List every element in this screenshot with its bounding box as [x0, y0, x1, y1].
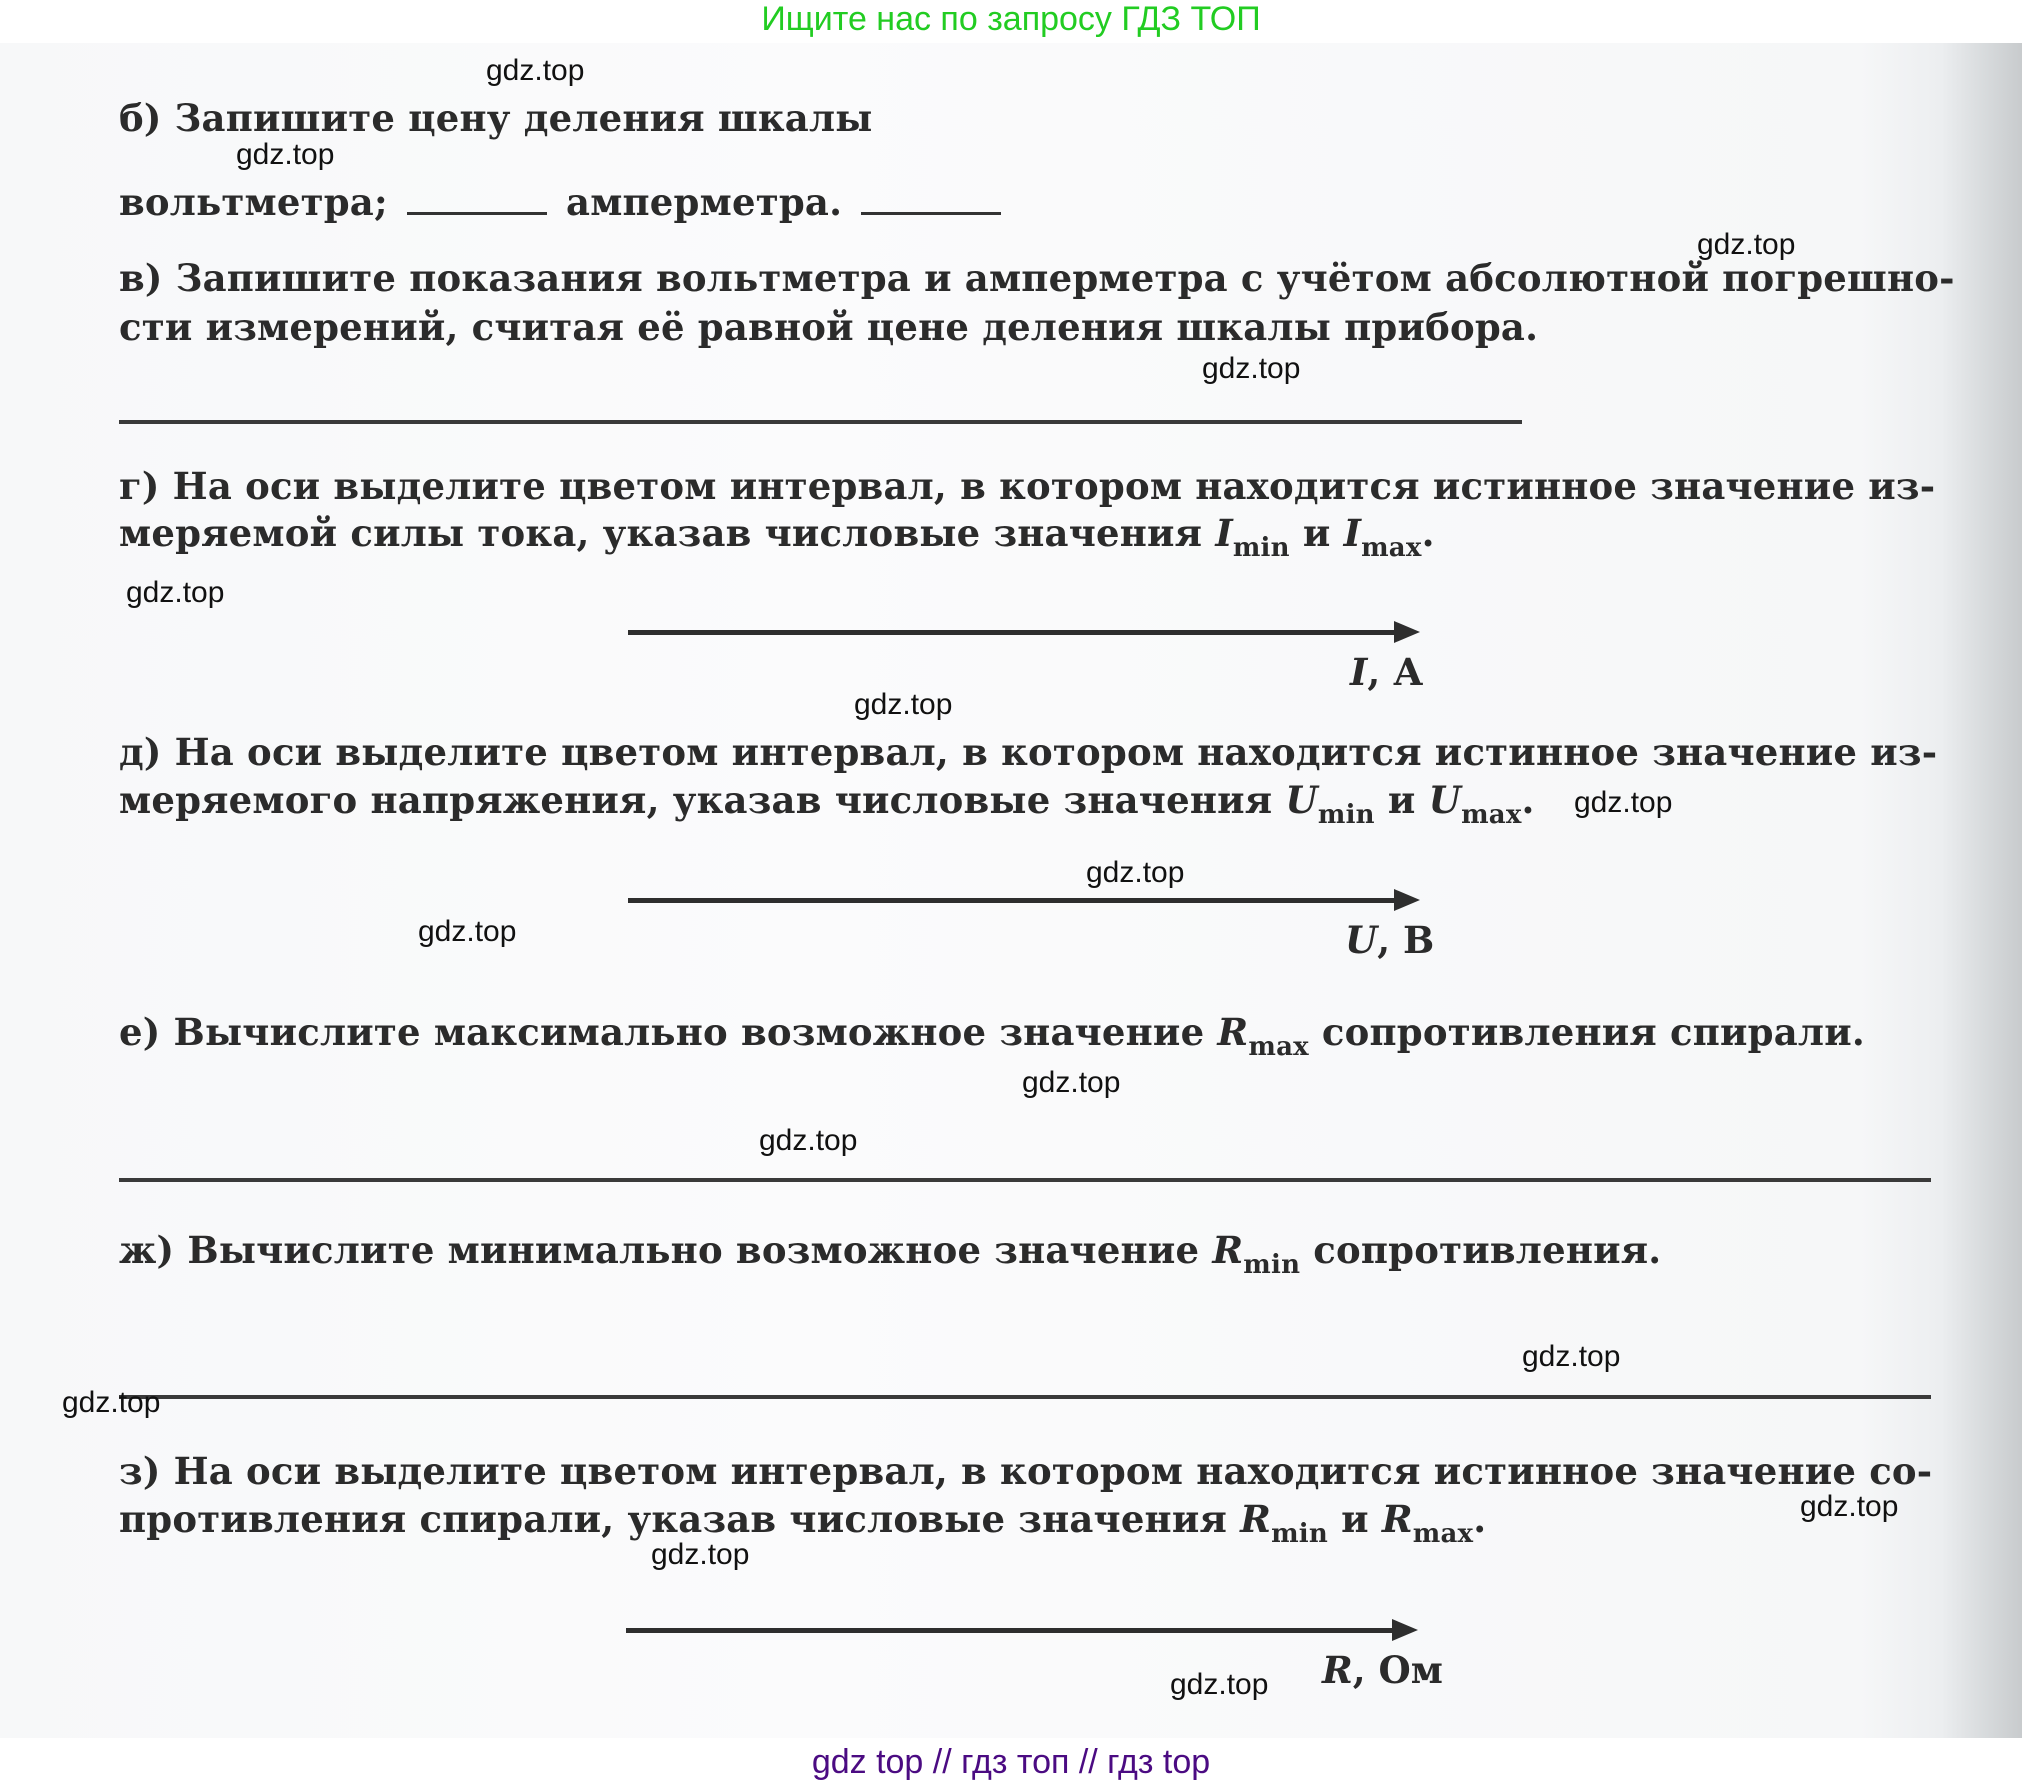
answer-line-zh[interactable] — [119, 1395, 1931, 1399]
watermark-text: gdz.top — [1800, 1490, 1899, 1523]
task-zh-text-after: сопротивления. — [1313, 1228, 1662, 1272]
r-min-var: R — [1240, 1497, 1272, 1541]
task-zh-line — [119, 1228, 1661, 1287]
ammeter-division-blank[interactable] — [861, 184, 1001, 215]
task-z-text: противления спирали, указав числовые значения — [119, 1497, 1228, 1541]
task-b-line1: б) Запишите цену деления шкалы — [119, 96, 873, 140]
task-zh-text: ж) Вычислите минимально возможное значение — [119, 1228, 1200, 1272]
watermark-text: gdz.top — [651, 1538, 750, 1571]
current-axis-arrow[interactable] — [628, 630, 1398, 635]
u-max-var: U — [1428, 778, 1462, 822]
i-max-sub: max — [1361, 533, 1422, 563]
watermark-text: gdz.top — [486, 54, 585, 87]
task-v-line2: сти измерений, считая её равной цене деления шкалы прибора. — [119, 305, 1539, 349]
task-d-line1: д) На оси выделите цветом интервал, в котором находится истинное значение из- — [119, 730, 1938, 774]
i-max-var: I — [1343, 511, 1362, 555]
r-max-var: R — [1381, 1497, 1413, 1541]
watermark-text: gdz.top — [854, 688, 953, 721]
task-e-text: е) Вычислите максимально возможное значение — [119, 1010, 1205, 1054]
resistance-axis-arrow[interactable] — [626, 1628, 1396, 1633]
voltage-axis-arrow[interactable] — [628, 898, 1398, 903]
task-z-line2 — [119, 1497, 1486, 1556]
r-max-sub: max — [1412, 1519, 1474, 1549]
voltmeter-division-blank[interactable] — [407, 184, 547, 215]
search-banner: Ищите нас по запросу ГДЗ ТОП — [761, 0, 1261, 38]
r-min-sub: min — [1271, 1519, 1328, 1549]
watermark-text: gdz.top — [126, 576, 225, 609]
task-d-line2 — [119, 778, 1535, 837]
r-max-sub: max — [1248, 1032, 1309, 1062]
watermark-text: gdz.top — [1522, 1340, 1621, 1373]
conj: и — [1387, 778, 1416, 822]
u-max-sub: max — [1461, 800, 1522, 830]
task-g-line2 — [119, 511, 1435, 570]
current-axis-label: I, А — [1350, 650, 1424, 694]
period: . — [1421, 511, 1435, 555]
conj: и — [1302, 511, 1331, 555]
conj: и — [1341, 1497, 1369, 1541]
u-min-sub: min — [1317, 800, 1375, 830]
task-v-line1: в) Запишите показания вольтметра и амперметра с учётом абсолютной погрешно- — [119, 256, 1955, 300]
watermark-text: gdz.top — [759, 1124, 858, 1157]
task-g-text: меряемой силы тока, указав числовые значения — [119, 511, 1203, 555]
watermark-text: gdz.top — [418, 915, 517, 948]
watermark-text: gdz.top — [1170, 1668, 1269, 1701]
u-min-var: U — [1285, 778, 1318, 822]
footer-banner: gdz top // гдз топ // гдз top — [0, 1740, 2022, 1785]
task-b-line2 — [119, 180, 1007, 224]
period: . — [1521, 778, 1535, 822]
voltmeter-label: вольтметра; — [119, 180, 388, 224]
answer-line-e[interactable] — [119, 1178, 1931, 1182]
task-d-text: меряемого напряжения, указав числовые значения — [119, 778, 1273, 822]
ammeter-label: амперметра. — [566, 180, 843, 224]
watermark-text: gdz.top — [1086, 856, 1185, 889]
watermark-text: gdz.top — [1574, 786, 1673, 819]
watermark-text: gdz.top — [1022, 1066, 1121, 1099]
r-max-var: R — [1217, 1010, 1249, 1054]
task-g-line1: г) На оси выделите цветом интервал, в котором находится истинное значение из- — [119, 464, 1936, 508]
i-min-var: I — [1215, 511, 1233, 555]
period: . — [1473, 1497, 1487, 1541]
resistance-axis-label: R, Ом — [1322, 1648, 1443, 1692]
voltage-axis-label: U, В — [1345, 918, 1435, 962]
watermark-text: gdz.top — [1697, 228, 1796, 261]
task-e-line — [119, 1010, 1865, 1069]
watermark-text: gdz.top — [62, 1386, 161, 1419]
watermark-text: gdz.top — [236, 138, 335, 171]
watermark-text: gdz.top — [1202, 352, 1301, 385]
r-min-var: R — [1212, 1228, 1244, 1272]
task-z-line1: з) На оси выделите цветом интервал, в котором находится истинное значение со- — [119, 1449, 1933, 1493]
r-min-sub: min — [1243, 1250, 1301, 1280]
answer-line-v[interactable] — [119, 420, 1522, 424]
task-e-text-after: сопротивления спирали. — [1321, 1010, 1865, 1054]
i-min-sub: min — [1232, 533, 1290, 563]
